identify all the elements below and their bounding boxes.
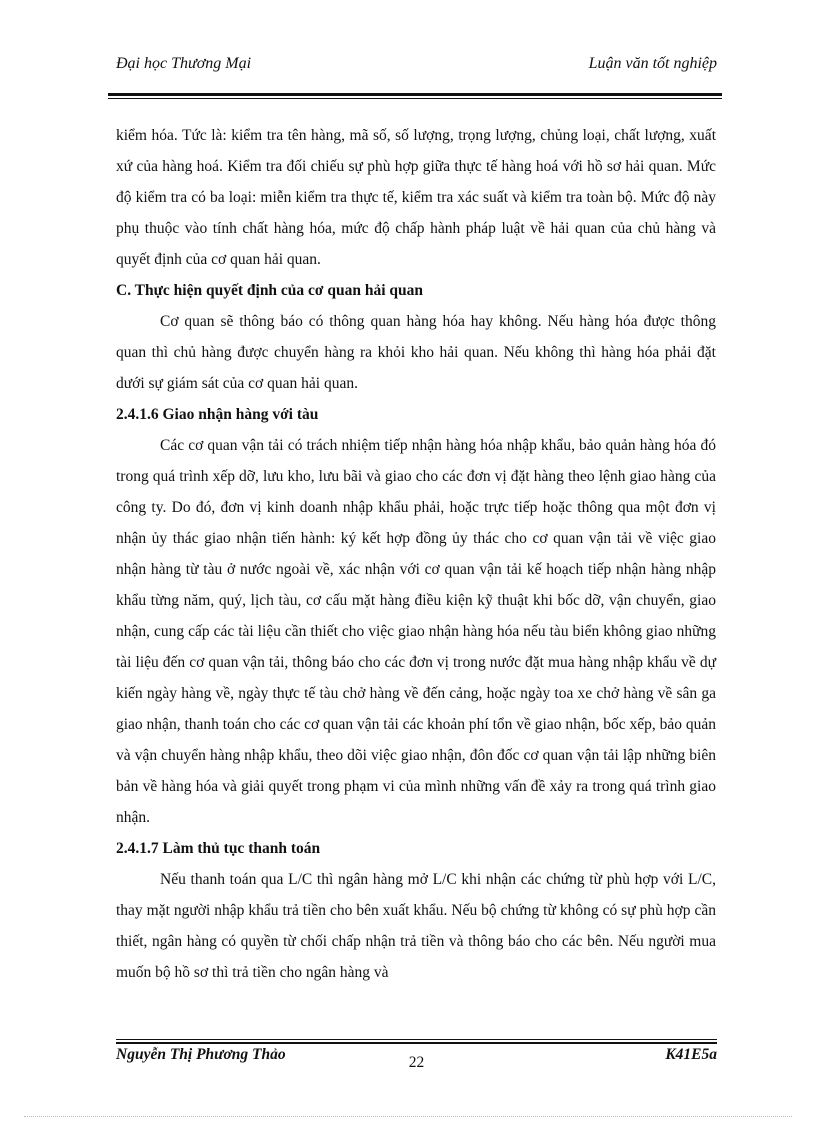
footer-author: Nguyễn Thị Phương Thảo xyxy=(116,1046,286,1063)
page-number: 22 xyxy=(408,1054,425,1071)
page-header xyxy=(116,55,717,83)
footer-divider-thick xyxy=(116,1042,717,1044)
paragraph-payment: Nếu thanh toán qua L/C thì ngân hàng mở L/C khi nhận các chứng từ phù hợp với L/C, thay mặt người nhập khẩu trả tiền cho bên xuất khẩu. Nếu bộ chứng từ không có sự phù hợp cần thiết, ngân hàng có quyền từ chối chấp nhận trả tiền và thông báo cho các bên. Nếu người mua muốn bộ hồ sơ thì trả tiền cho ngân hàng và xyxy=(116,871,716,981)
header-document-type: Luận văn tốt nghiệp xyxy=(588,55,717,72)
header-university: Đại học Thương Mại xyxy=(116,55,252,72)
footer-divider-thin xyxy=(116,1039,717,1040)
page-footer xyxy=(116,1046,717,1076)
page-edge-divider xyxy=(24,1116,792,1117)
paragraph-customs-decision: Cơ quan sẽ thông báo có thông quan hàng hóa hay không. Nếu hàng hóa được thông quan thì chủ hàng được chuyển hàng ra khỏi kho hải quan. Nếu không thì hàng hóa phải đặt dưới sự giám sát của cơ quan hải quan. xyxy=(116,313,716,392)
paragraph-ship-delivery: Các cơ quan vận tải có trách nhiệm tiếp nhận hàng hóa nhập khẩu, bảo quản hàng hóa đó trong quá trình xếp dỡ, lưu kho, lưu bãi và giao cho các đơn vị đặt hàng theo lệnh giao hàng của công ty. Do đó, đơn vị kinh doanh nhập khẩu phải, hoặc trực tiếp hoặc thông qua một đơn vị nhận ủy thác giao nhận tiến hành: ký kết hợp đồng ủy thác cho cơ quan vận tải về việc giao nhận hàng từ tàu ở nước ngoài về, xác nhận với cơ quan vận tải kế hoạch tiếp nhận hàng nhập khẩu từng năm, quý, lịch tàu, cơ cấu mặt hàng điều kiện kỹ thuật khi bốc dỡ, vận chuyển, giao nhận, cung cấp các tài liệu cần thiết cho việc giao nhận hàng hóa nếu tàu biển không giao những tài liệu đến cơ quan vận tải, thông báo cho các đơn vị trong nước đặt mua hàng nhập khẩu về dự kiến ngày hàng về, ngày thực tế tàu chở hàng về đến cảng, hoặc ngày toa xe chở hàng về sân ga giao nhận, thanh toán cho các cơ quan vận tải các khoản phí tổn về giao nhận, bốc xếp, bảo quản và vận chuyển hàng nhập khẩu, theo dõi việc giao nhận, đôn đốc cơ quan vận tải lập những biên bản về hàng hóa và giải quyết trong phạm vi của mình những vấn đề xảy ra trong quá trình giao nhận. xyxy=(116,437,717,826)
footer-class-code: K41E5a xyxy=(665,1046,717,1063)
header-divider-thin xyxy=(108,98,722,99)
paragraph-inspection: kiểm hóa. Tức là: kiểm tra tên hàng, mã số, số lượng, trọng lượng, chủng loại, chất lượng, xuất xứ của hàng hoá. Kiểm tra đối chiếu sự phù hợp giữa thực tế hàng hoá với hồ sơ hải quan. Mức độ kiểm tra có ba loại: miễn kiểm tra thực tế, kiểm tra xác suất và kiểm tra toàn bộ. Mức độ này phụ thuộc vào tính chất hàng hóa, mức độ chấp hành pháp luật về hải quan của chủ hàng và quyết định của cơ quan hải quan. xyxy=(116,127,716,268)
heading-customs-decision: C. Thực hiện quyết định của cơ quan hải quan xyxy=(116,282,424,299)
header-divider-thick xyxy=(108,93,722,96)
heading-payment: 2.4.1.7 Làm thủ tục thanh toán xyxy=(116,840,321,857)
heading-ship-delivery: 2.4.1.6 Giao nhận hàng với tàu xyxy=(116,406,319,423)
page-body xyxy=(116,120,716,988)
